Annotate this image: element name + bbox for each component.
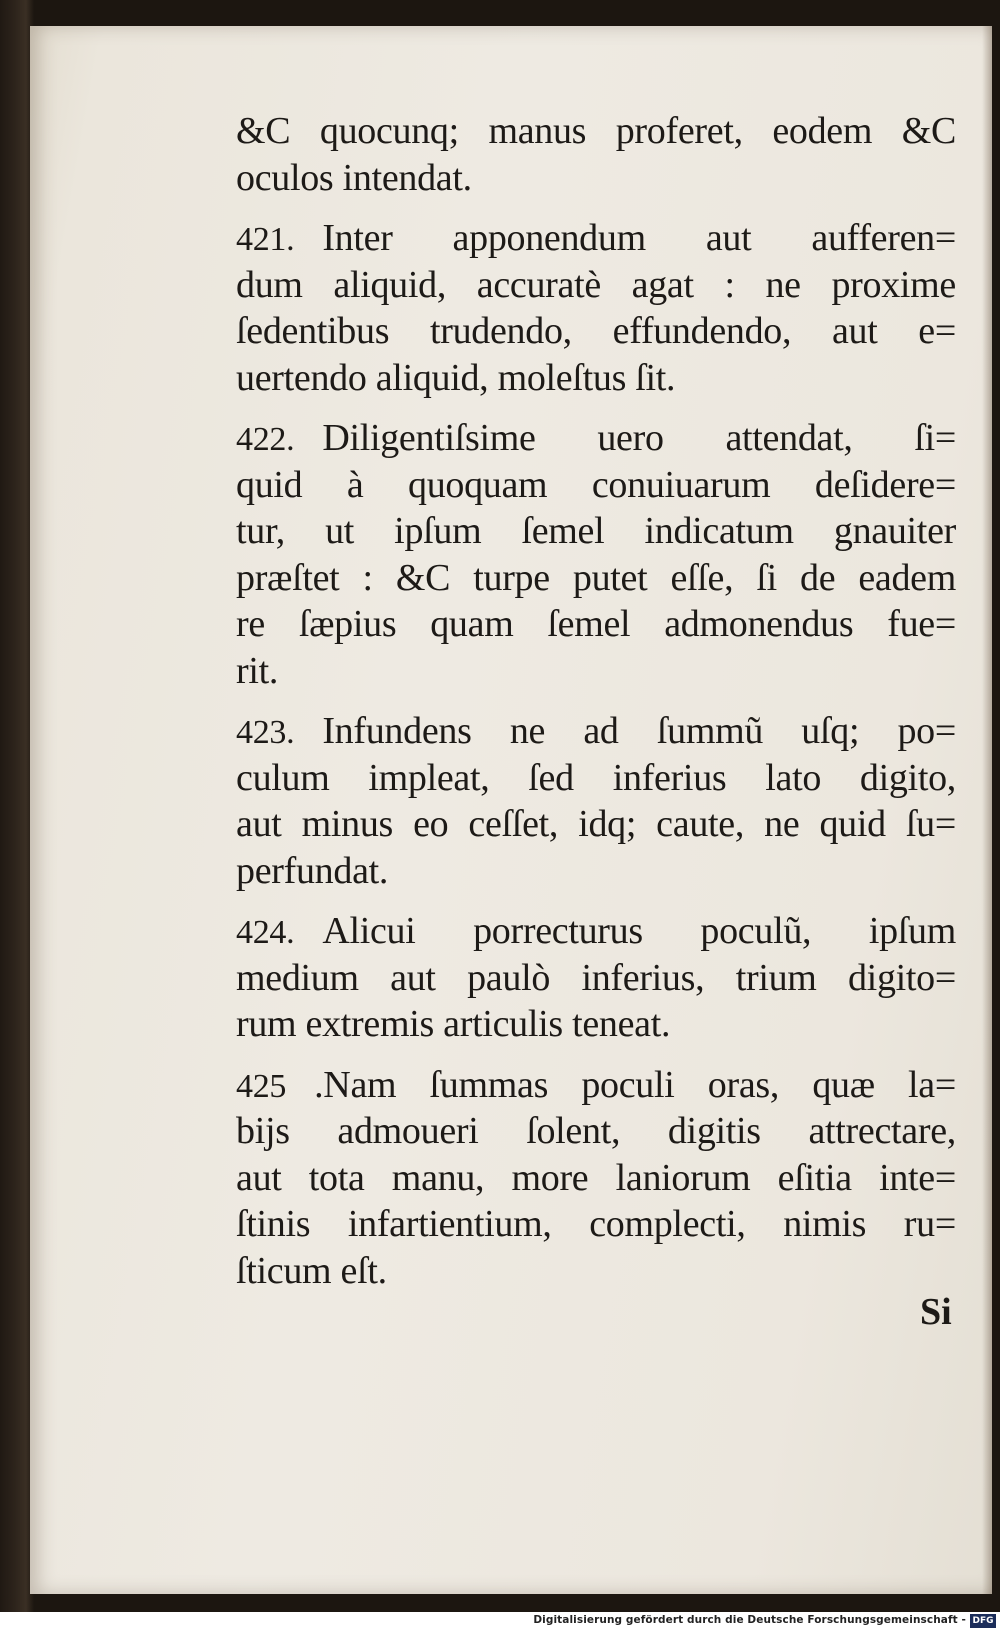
text-line: quid à quoquam conuiuarum deſidere=: [236, 463, 956, 506]
text-line: ſedentibus trudendo, effundendo, aut e=: [236, 310, 956, 352]
line-text: Inter apponendum aut aufferen=: [322, 217, 956, 259]
text-line: culum impleat, ſed inferius lato digito,: [236, 756, 956, 799]
text-line: aut minus eo ceſſet, idq; caute, ne quid ſu=: [236, 803, 956, 845]
paragraph-number: 423.: [236, 714, 295, 751]
footer-credit: Digitalisierung gefördert durch die Deutsche Forschungsgemeinschaft -: [533, 1614, 966, 1626]
dfg-logo-icon: DFG: [970, 1614, 996, 1628]
paragraph-number: 424.: [236, 914, 295, 951]
text-line: ſticum eſt.: [236, 1249, 387, 1292]
text-line: rum extremis articulis teneat.: [236, 1003, 671, 1045]
paragraph-number: 421.: [236, 221, 295, 258]
paragraph-423: [236, 708, 956, 894]
paragraph-425: [236, 1062, 956, 1295]
text-line: dum aliquid, accuratè agat : ne proxime: [236, 263, 956, 306]
text-line: [236, 708, 956, 755]
text-line: medium aut paulò inferius, trium digito=: [236, 956, 956, 999]
text-line: [236, 215, 956, 262]
text-line: aut tota manu, more laniorum eſitia inte=: [236, 1156, 956, 1199]
text-line: [236, 415, 956, 462]
text-line: re ſæpius quam ſemel admonendus fue=: [236, 603, 956, 645]
paragraph-continuation: [236, 108, 956, 201]
page-edge: [982, 26, 992, 1594]
text-line: perfundat.: [236, 849, 389, 892]
text-line: præſtet : &C turpe putet eſſe, ſi de eadem: [236, 556, 956, 599]
paragraph-421: [236, 215, 956, 401]
paragraph-number: 422.: [236, 421, 295, 458]
paragraph-number: 425: [236, 1067, 287, 1105]
line-text: Diligentiſsime uero attendat, ſi=: [322, 417, 956, 459]
line-text: .Nam ſummas poculi oras, quæ la=: [314, 1063, 956, 1106]
text-line: tur, ut ipſum ſemel indicatum gnauiter: [236, 510, 956, 552]
text-line: bijs admoueri ſolent, digitis attrectare,: [236, 1110, 956, 1152]
page-text: [236, 108, 956, 1294]
catchword: Si: [920, 1291, 952, 1333]
paragraph-422: [236, 415, 956, 694]
text-line: oculos intendat.: [236, 156, 472, 199]
text-line: uertendo aliquid, moleſtus ſit.: [236, 356, 676, 399]
text-line: [236, 908, 956, 955]
text-line: [236, 1062, 956, 1109]
text-line: &C quocunq; manus proferet, eodem &C: [236, 110, 956, 152]
line-text: Alicui porrecturus poculũ, ipſum: [322, 910, 956, 952]
paragraph-424: [236, 908, 956, 1048]
text-line: rit.: [236, 649, 279, 692]
line-text: Infundens ne ad ſummũ uſq; po=: [322, 710, 956, 752]
text-line: ſtinis infartientium, complecti, nimis ru=: [236, 1203, 956, 1245]
